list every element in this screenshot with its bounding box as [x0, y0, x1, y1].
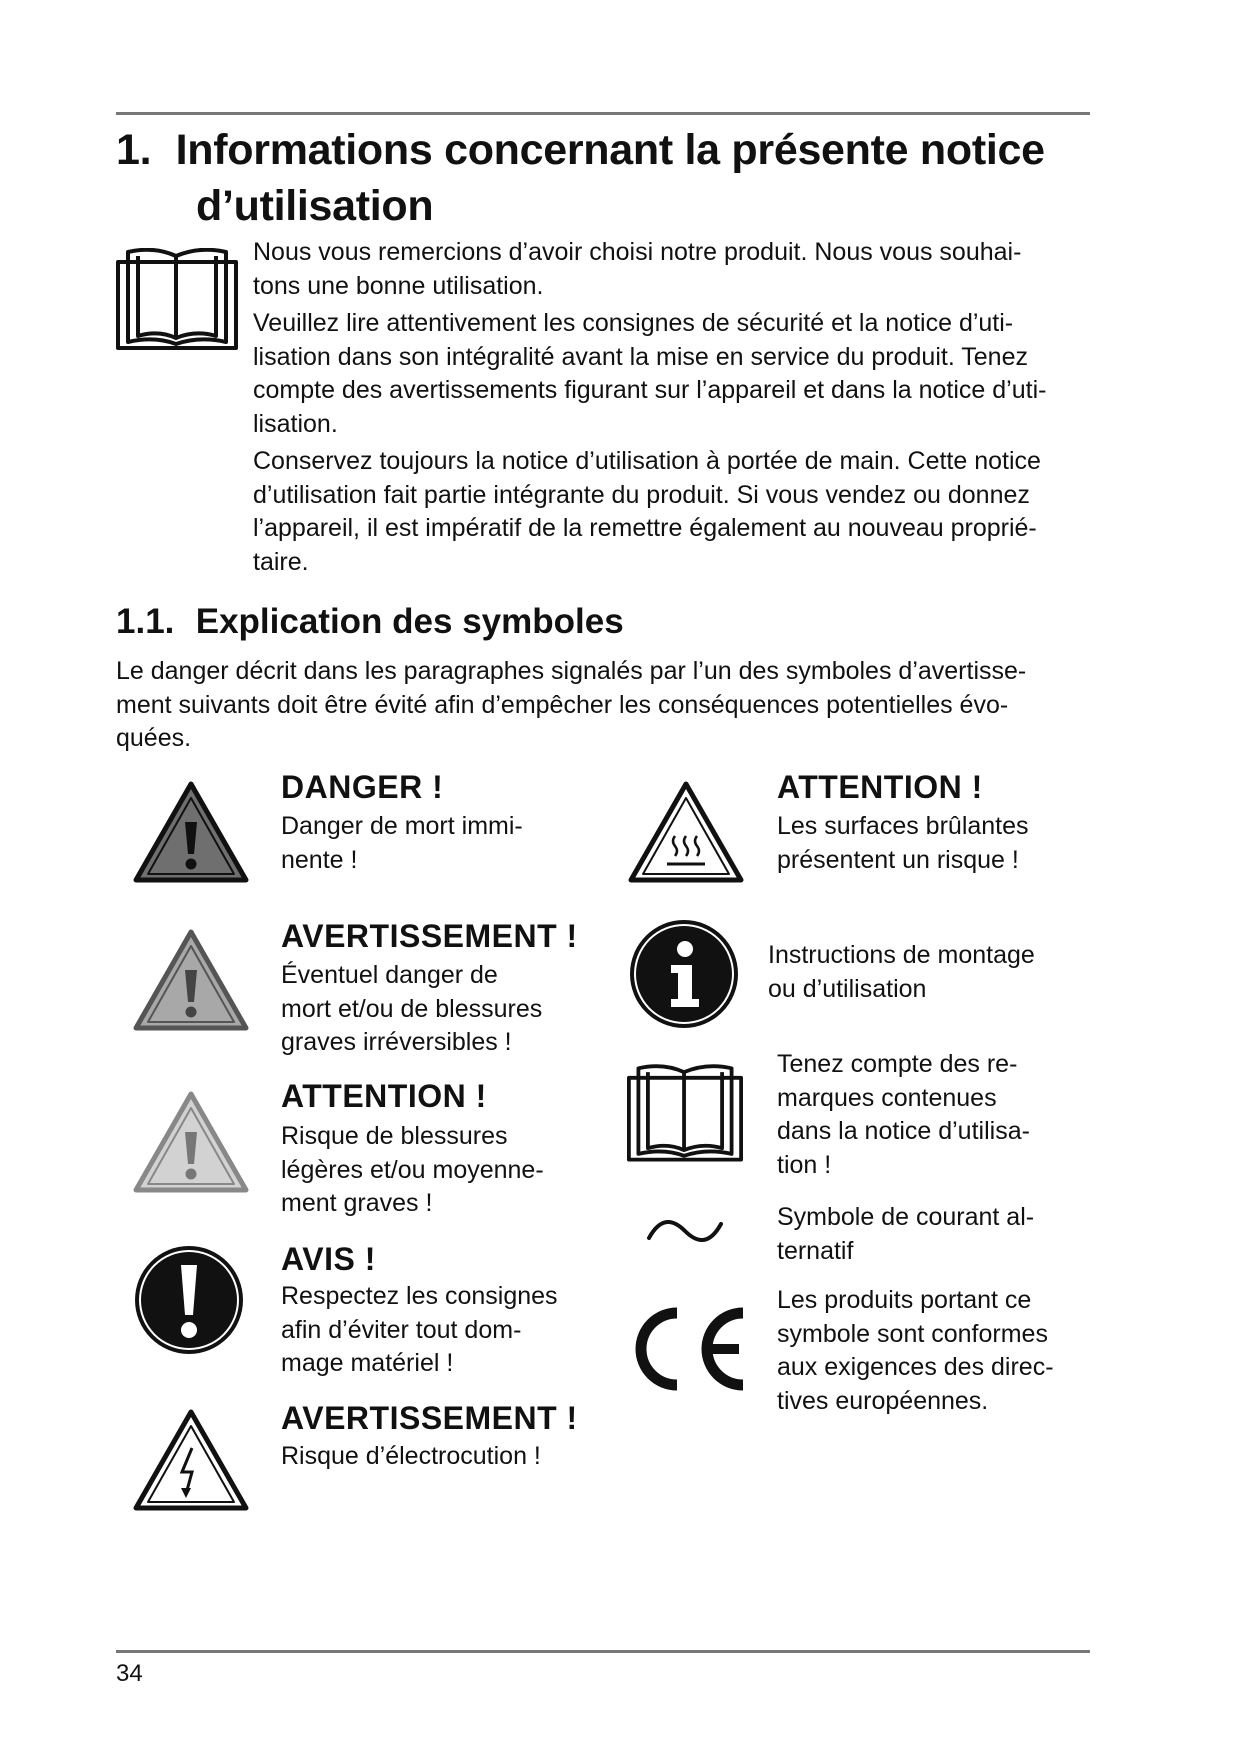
intro-paragraph: Veuillez lire attentivement les consignes de sécurité et la notice d’uti- lisation dans son intégralité avant la mise en service du produit. Tenez compte des avertissements figurant sur l’appareil et dans la notice d’uti- lisation.: [253, 309, 1047, 438]
symbol-description: Les surfaces brûlantes présentent un risque !: [777, 812, 1029, 874]
info-circle-icon: [627, 917, 741, 1031]
section-lead: Le danger décrit dans les paragraphes signalés par l’un des symboles d’avertisse- ment suivants doit être évité afin d’empêcher les conséquences potentielles évo- quées.: [116, 657, 1027, 752]
title-line-2: d’utilisation: [196, 182, 434, 230]
hot-surface-triangle-icon: [627, 780, 745, 884]
open-book-icon: [116, 248, 238, 350]
symbol-title: AVERTISSEMENT !: [281, 1400, 578, 1436]
warning-triangle-icon: [132, 928, 250, 1032]
symbol-title: ATTENTION !: [777, 769, 983, 805]
top-rule: [116, 112, 1090, 115]
open-book-icon: [627, 1064, 743, 1162]
symbol-description: Instructions de montage ou d’utilisation: [768, 941, 1035, 1003]
symbol-description: Les produits portant ce symbole sont conformes aux exigences des direc- tives européennes.: [777, 1286, 1054, 1415]
ce-mark-icon: [625, 1305, 749, 1393]
symbol-title: DANGER !: [281, 769, 444, 805]
section-title-text: Explication des symboles: [195, 602, 624, 641]
symbol-description: Éventuel danger de mort et/ou de blessures graves irréversibles !: [281, 961, 543, 1056]
intro-paragraph: Nous vous remercions d’avoir choisi notre produit. Nous vous souhai- tons une bonne utilisation.: [253, 238, 1022, 300]
notice-exclamation-circle-icon: [132, 1243, 246, 1357]
bottom-rule: [116, 1650, 1090, 1653]
symbol-description: Danger de mort immi- nente !: [281, 812, 523, 874]
chapter-number: 1.: [116, 126, 152, 174]
page-number: 34: [116, 1660, 143, 1687]
symbol-title: AVIS !: [281, 1241, 376, 1277]
danger-triangle-icon: [132, 780, 250, 884]
title-line-1: Informations concernant la présente notice: [175, 126, 1045, 174]
symbol-description: Risque de blessures légères et/ou moyenne- ment graves !: [281, 1122, 544, 1217]
intro-paragraph: Conservez toujours la notice d’utilisation à portée de main. Cette notice d’utilisation fait partie intégrante du produit. Si vous vendez ou donnez l’appareil, il est impératif de la remettre également au nouveau proprié- taire.: [253, 447, 1041, 576]
alternating-current-icon: [646, 1216, 724, 1246]
section-title: [116, 600, 624, 644]
electric-shock-triangle-icon: [132, 1408, 250, 1512]
intro-text: [253, 236, 1093, 583]
page-title: [116, 122, 1045, 234]
symbol-description: Symbole de courant al- ternatif: [777, 1203, 1035, 1265]
symbol-title: ATTENTION !: [281, 1078, 487, 1114]
symbol-description: Respectez les consignes afin d’éviter tout dom- mage matériel !: [281, 1282, 558, 1377]
section-number: 1.1.: [116, 602, 175, 641]
symbol-description: Tenez compte des re- marques contenues dans la notice d’utilisa- tion !: [777, 1050, 1030, 1179]
caution-triangle-icon: [132, 1090, 250, 1194]
symbol-title: AVERTISSEMENT !: [281, 918, 578, 954]
symbol-description: Risque d’électrocution !: [281, 1442, 541, 1470]
